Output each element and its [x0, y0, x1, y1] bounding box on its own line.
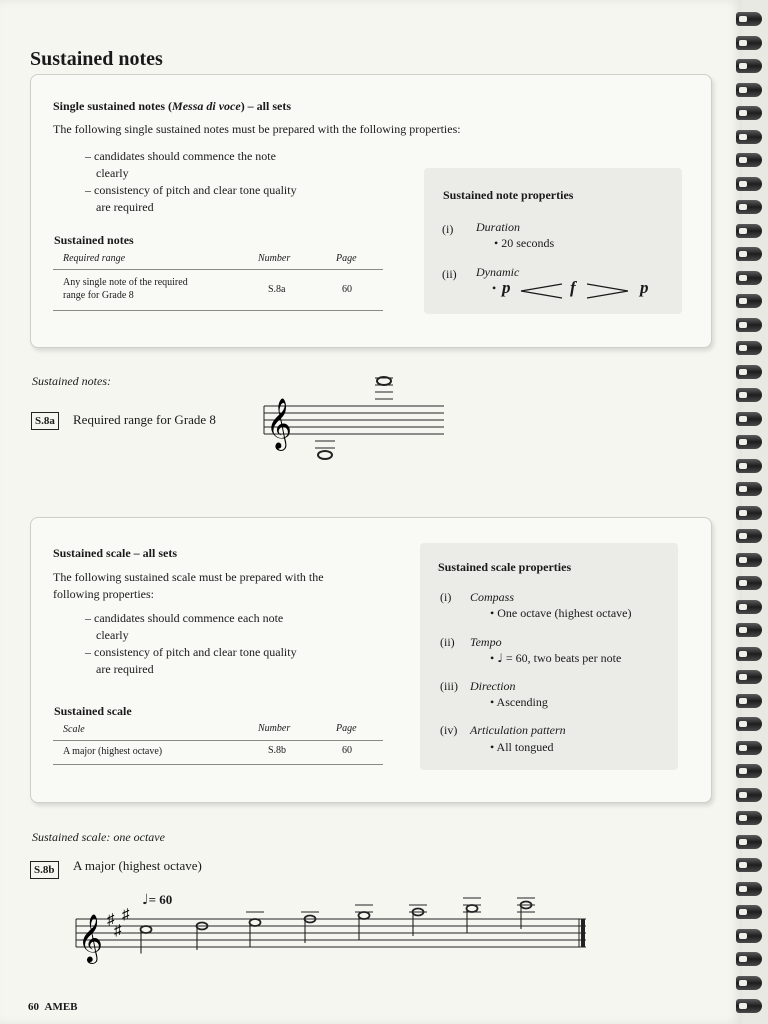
example1-caption: Sustained notes: — [32, 374, 111, 388]
binding-coil — [736, 247, 762, 261]
binding-coil — [736, 952, 762, 966]
table-cell-page: 60 — [342, 745, 352, 756]
binding-coil — [736, 36, 762, 50]
binding-coil — [736, 12, 762, 26]
property-value: • 20 seconds — [494, 236, 554, 251]
property-number: (ii) — [440, 635, 455, 649]
page-number: 60 — [28, 1001, 39, 1013]
half-note-icon — [141, 926, 152, 933]
decrescendo-hairpin-icon — [586, 283, 630, 299]
binding-coil — [736, 506, 762, 520]
binding-coil — [736, 435, 762, 449]
section1-heading: Single sustained notes (Messa di voce) – all sets — [53, 99, 292, 113]
binding-coil — [736, 529, 762, 543]
binding-coil — [736, 905, 762, 919]
binding-coil — [736, 200, 762, 214]
table-cell-number: S.8a — [268, 284, 286, 295]
col-header-range: Required range — [63, 253, 126, 264]
dynamic-piano: p — [640, 278, 649, 297]
binding-coil — [736, 553, 762, 567]
binding-coil — [736, 694, 762, 708]
dynamic-marking: • p f p — [492, 278, 649, 297]
binding-coil — [736, 412, 762, 426]
svg-text:♯: ♯ — [107, 912, 115, 928]
section1-requirements: – candidates should commence the note clearly – consistency of pitch and clear tone quality are required — [85, 149, 297, 214]
section2-intro: The following sustained scale must be prepared with the following properties: — [53, 570, 324, 601]
table-cell-range: Any single note of the required range for Grade 8 — [63, 277, 188, 301]
treble-clef-icon: 𝄞 — [266, 399, 293, 448]
tempo-marking: ♩= 60 — [142, 892, 173, 908]
binding-coil — [736, 623, 762, 637]
binding-coil — [736, 224, 762, 238]
example1-label: Required range for Grade 8 — [73, 412, 216, 427]
property-value: • All tongued — [490, 740, 554, 755]
final-barline-icon — [581, 919, 585, 947]
properties-title: Sustained note properties — [443, 188, 574, 202]
binding-coil — [736, 788, 762, 802]
scale-properties-title: Sustained scale properties — [438, 560, 572, 574]
quarter-note-icon: ♩ — [142, 892, 149, 908]
tempo-value: • ♩ = 60, two beats per note — [490, 651, 622, 665]
table-rule — [53, 310, 383, 311]
section1-intro: The following single sustained notes must be prepared with the following properties: — [53, 122, 461, 136]
section2-heading: Sustained scale – all sets — [53, 546, 178, 560]
treble-clef-icon: 𝄞 — [78, 916, 103, 962]
binding-coil — [736, 365, 762, 379]
example2-caption: Sustained scale: one octave — [32, 830, 165, 844]
property-name: Compass — [470, 590, 515, 604]
binding-coil — [736, 153, 762, 167]
range-staff — [262, 372, 452, 464]
table-cell-number: S.8b — [268, 745, 287, 756]
binding-coil — [736, 83, 762, 97]
half-note-icon — [467, 905, 478, 912]
example-tag: S.8b — [30, 861, 59, 879]
binding-coil — [736, 741, 762, 755]
binding-coil — [736, 835, 762, 849]
page-title: Sustained notes — [30, 48, 163, 70]
binding-coil — [736, 576, 762, 590]
binding-coil — [736, 130, 762, 144]
binding-coil — [736, 600, 762, 614]
dynamic-piano: p — [502, 278, 511, 297]
binding-coil — [736, 976, 762, 990]
binding-coil — [736, 59, 762, 73]
binding-coil — [736, 318, 762, 332]
property-number: (i) — [442, 222, 454, 236]
binding-coil — [736, 459, 762, 473]
binding-coil — [736, 294, 762, 308]
example-tag: S.8a — [31, 412, 59, 430]
binding-coil — [736, 388, 762, 402]
publisher: AMEB — [44, 1001, 78, 1013]
binding-coil — [736, 177, 762, 191]
property-name: Direction — [470, 679, 516, 693]
binding-coil — [736, 670, 762, 684]
col-header-page: Page — [336, 253, 357, 264]
table-cell-scale: A major (highest octave) — [63, 746, 163, 757]
table-rule — [53, 764, 383, 765]
low-note-icon — [318, 451, 332, 459]
property-value: • One octave (highest octave) — [490, 606, 631, 621]
table-rule — [53, 269, 383, 270]
col-header-number: Number — [258, 253, 291, 264]
property-number: (i) — [440, 590, 452, 604]
property-number: (ii) — [442, 267, 457, 281]
table-cell-page: 60 — [342, 284, 352, 295]
binding-coil — [736, 929, 762, 943]
crescendo-hairpin-icon — [520, 283, 564, 299]
binding-coil — [736, 999, 762, 1013]
property-number: (iv) — [440, 723, 458, 737]
half-note-icon — [359, 912, 370, 919]
binding-coil — [736, 811, 762, 825]
binding-coil — [736, 106, 762, 120]
property-name: Tempo — [470, 635, 502, 649]
binding-coil — [736, 271, 762, 285]
a-major-scale-staff — [74, 892, 594, 970]
spiral-binding — [736, 0, 768, 1024]
footer — [28, 1001, 78, 1013]
binding-coil — [736, 764, 762, 778]
key-signature-icon — [107, 907, 130, 939]
section2-table-title: Sustained scale — [54, 704, 132, 718]
section2-requirements: – candidates should commence each note clearly – consistency of pitch and clear tone quality are required — [85, 611, 297, 676]
svg-text:♯: ♯ — [114, 923, 122, 939]
example2-label: A major (highest octave) — [73, 858, 202, 873]
binding-coil — [736, 647, 762, 661]
col-header-number: Number — [258, 723, 291, 734]
binding-coil — [736, 341, 762, 355]
property-value: • Ascending — [490, 695, 548, 710]
col-header-scale: Scale — [63, 724, 85, 735]
quarter-note-icon: ♩ — [497, 651, 503, 665]
dynamic-forte: f — [570, 278, 576, 297]
property-name: Articulation pattern — [470, 723, 566, 737]
property-name: Dynamic — [476, 265, 520, 279]
binding-coil — [736, 882, 762, 896]
col-header-page: Page — [336, 723, 357, 734]
table-rule — [53, 740, 383, 741]
svg-text:♯: ♯ — [122, 907, 130, 923]
binding-coil — [736, 858, 762, 872]
half-note-icon — [250, 919, 261, 926]
property-number: (iii) — [440, 679, 458, 693]
binding-coil — [736, 717, 762, 731]
property-name: Duration — [476, 220, 521, 234]
binding-coil — [736, 482, 762, 496]
section1-table-title: Sustained notes — [54, 233, 134, 247]
